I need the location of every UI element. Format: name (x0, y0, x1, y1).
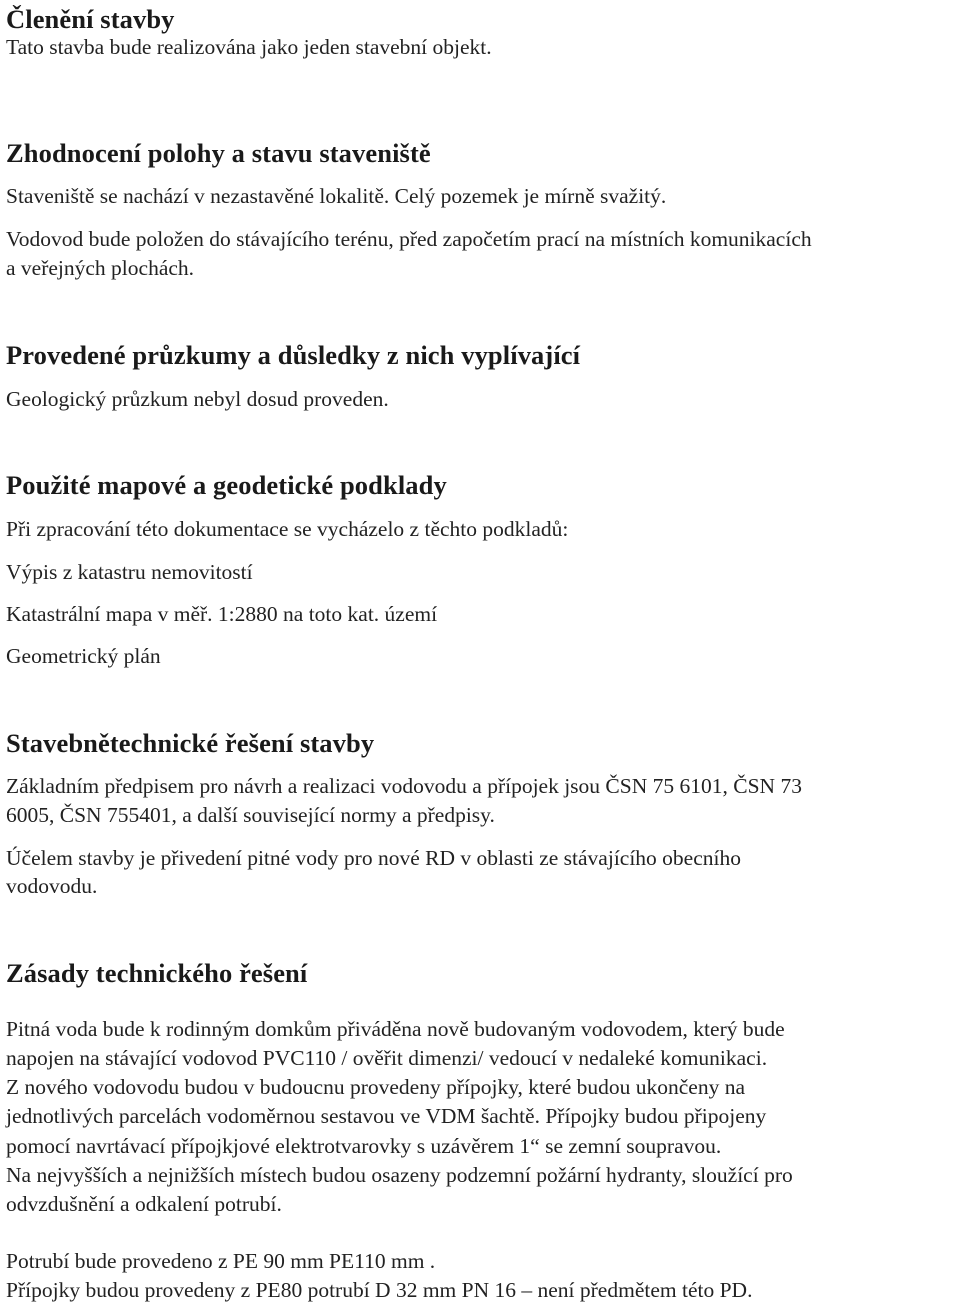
paragraph-line: Pitná voda bude k rodinným domkům přiváděna nově budovaným vodovodem, který bude (6, 1017, 785, 1041)
paragraph-line: Výpis z katastru nemovitostí (6, 560, 253, 584)
heading-cleneni-stavby: Členění stavby (6, 4, 175, 34)
paragraph-line: 6005, ČSN 755401, a další související normy a předpisy. (6, 803, 495, 827)
heading-zasady-technickeho-reseni: Zásady technického řešení (6, 958, 308, 988)
paragraph-line: pomocí navrtávací přípojkjové elektrotvarovky s uzávěrem 1“ se zemní soupravou. (6, 1134, 722, 1158)
paragraph-line: Přípojky budou provedeny z PE80 potrubí D 32 mm PN 16 – není předmětem této PD. (6, 1278, 753, 1302)
heading-pruzkumy: Provedené průzkumy a důsledky z nich vyplívající (6, 340, 581, 370)
paragraph-line: Geologický průzkum nebyl dosud proveden. (6, 387, 389, 411)
heading-podklady: Použité mapové a geodetické podklady (6, 470, 447, 500)
heading-zhodnoceni-polohy: Zhodnocení polohy a stavu staveniště (6, 138, 431, 168)
paragraph-line: Vodovod bude položen do stávajícího terénu, před započetím prací na místních komunikacích (6, 227, 812, 251)
paragraph-line: napojen na stávající vodovod PVC110 / ověřit dimenzi/ vedoucí v nedaleké komunikaci. (6, 1046, 768, 1070)
paragraph-line: Na nejvyšších a nejnižších místech budou osazeny podzemní požární hydranty, sloužící pro (6, 1163, 793, 1187)
paragraph-line: Katastrální mapa v měř. 1:2880 na toto kat. území (6, 602, 438, 626)
paragraph-line: a veřejných plochách. (6, 256, 195, 280)
paragraph-line: Účelem stavby je přivedení pitné vody pro nové RD v oblasti ze stávajícího obecního (6, 846, 741, 870)
paragraph-line: Základním předpisem pro návrh a realizaci vodovodu a přípojek jsou ČSN 75 6101, ČSN 73 (6, 774, 802, 798)
paragraph-line: Potrubí bude provedeno z PE 90 mm PE110 mm . (6, 1249, 436, 1273)
paragraph-line: Při zpracování této dokumentace se vycházelo z těchto podkladů: (6, 517, 569, 541)
paragraph-line: Geometrický plán (6, 644, 161, 668)
paragraph-line: vodovodu. (6, 874, 98, 898)
heading-stavebnetechnicke-reseni: Stavebnětechnické řešení stavby (6, 728, 375, 758)
paragraph-line: Z nového vodovodu budou v budoucnu provedeny přípojky, které budou ukončeny na (6, 1075, 746, 1099)
paragraph-line: jednotlivých parcelách vodoměrnou sestavou ve VDM šachtě. Přípojky budou připojeny (6, 1104, 767, 1128)
paragraph-line: odvzdušnění a odkalení potrubí. (6, 1192, 282, 1216)
paragraph-line: Staveniště se nachází v nezastavěné lokalitě. Celý pozemek je mírně svažitý. (6, 184, 667, 208)
paragraph-line: Tato stavba bude realizována jako jeden stavební objekt. (6, 35, 492, 59)
